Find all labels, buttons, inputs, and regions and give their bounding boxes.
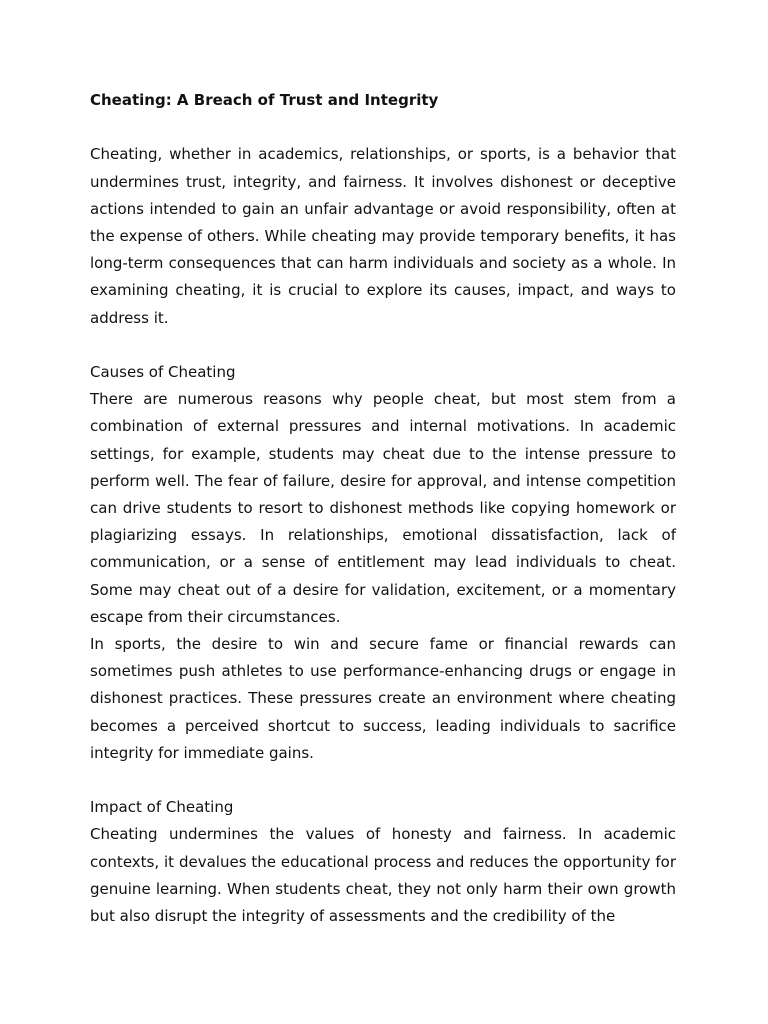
paragraph: Cheating undermines the values of honesty and fairness. In academic contexts, it devalues the educational process and reduces the opportunity for genuine learning. When students cheat, they not only harm their own growth but also disrupt the integrity of assessments and the credibility of the	[90, 825, 676, 926]
document-page	[90, 87, 676, 930]
section-impact	[90, 794, 676, 930]
paragraph: There are numerous reasons why people cheat, but most stem from a combination of external pressures and internal motivations. In academic settings, for example, students may cheat due to the intense pressure to perform well. The fear of failure, desire for approval, and intense competition can drive students to resort to dishonest methods like copying homework or plagiarizing essays. In relationships, emotional dissatisfaction, lack of communication, or a sense of entitlement may lead individuals to cheat. Some may cheat out of a desire for validation, excitement, or a momentary escape from their circumstances.	[90, 390, 676, 626]
section-heading: Causes of Cheating	[90, 363, 236, 381]
spacer	[90, 332, 676, 359]
document-title: Cheating: A Breach of Trust and Integrity	[90, 91, 439, 109]
intro-paragraph: Cheating, whether in academics, relationships, or sports, is a behavior that undermines trust, integrity, and fairness. It involves dishonest or deceptive actions intended to gain an unfair advantage or avoid responsibility, often at the expense of others. While cheating may provide temporary benefits, it has long-term consequences that can harm individuals and society as a whole. In examining cheating, it is crucial to explore its causes, impact, and ways to address it.	[90, 145, 676, 327]
section-heading: Impact of Cheating	[90, 798, 234, 817]
spacer	[90, 767, 676, 794]
paragraph: In sports, the desire to win and secure fame or financial rewards can sometimes push athletes to use performance-enhancing drugs or engage in dishonest practices. These pressures create an environment where cheating becomes a perceived shortcut to success, leading individuals to sacrifice integrity for immediate gains.	[90, 635, 676, 762]
spacer	[90, 114, 676, 141]
section-causes	[90, 359, 676, 767]
